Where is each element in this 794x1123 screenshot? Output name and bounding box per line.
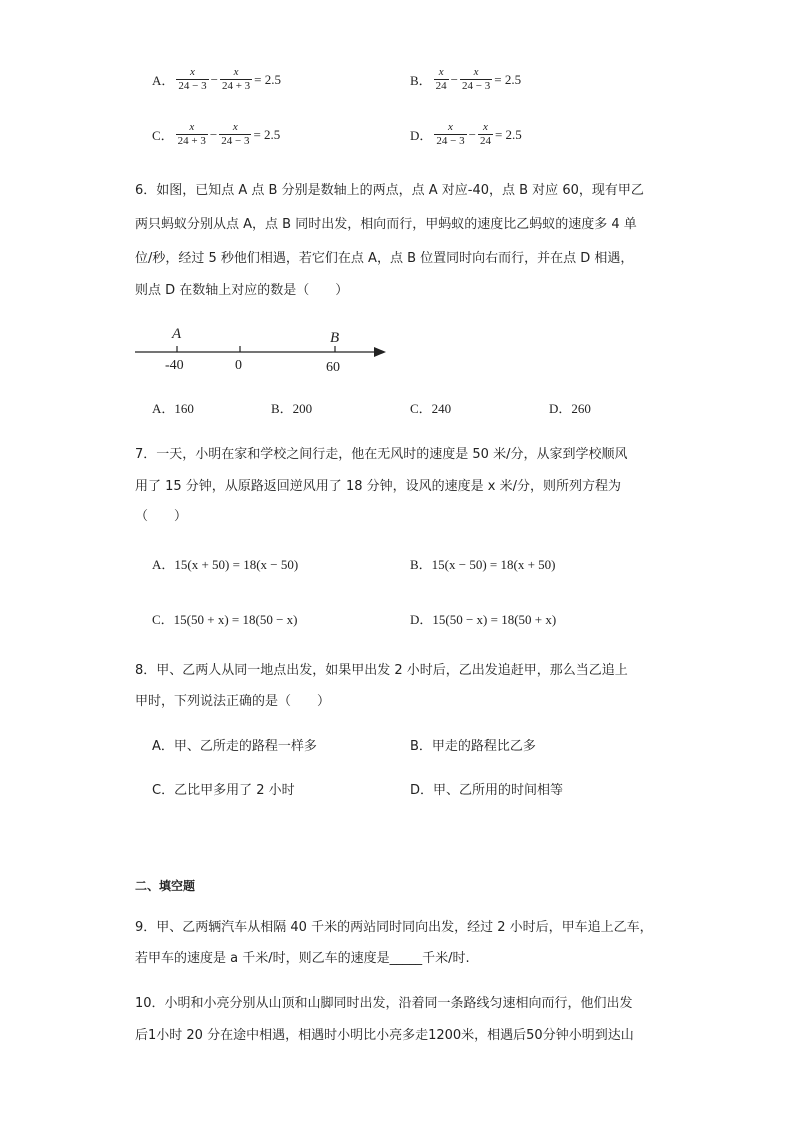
- q6-option-b[interactable]: B．200: [271, 401, 313, 416]
- fraction: $\frac{x}{24 - 3}$: [462, 66, 491, 92]
- q8-option-d[interactable]: D．甲、乙所用的时间相等: [410, 783, 564, 798]
- number-line-figure: [130, 320, 400, 380]
- operator: −: [209, 126, 218, 142]
- q8-option-c[interactable]: C．乙比甲多用了 2 小时: [152, 783, 295, 798]
- point-b-label: B: [330, 330, 340, 346]
- q10-stem-line-2: 后1小时 20 分在途中相遇，相遇时小明比小亮多走1200米，相遇后50分钟小明到达山: [135, 1028, 634, 1043]
- tick-label-a: -40: [165, 358, 184, 373]
- q7-stem-line-2: 用了 15 分钟，从原路返回逆风用了 18 分钟，设风的速度是 x 米/分，则所列方程为: [135, 479, 621, 494]
- operator: −: [450, 71, 459, 87]
- q5-option-b[interactable]: [410, 66, 521, 93]
- arrow-head-icon: [374, 347, 386, 357]
- option-label: D．: [410, 128, 433, 143]
- q10-stem-line-1: 10．小明和小亮分别从山顶和山脚同时出发，沿着同一条路线匀速相向而行，他们出发: [135, 996, 633, 1011]
- q7-stem-line-1: 7．一天，小明在家和学校之间行走，他在无风时的速度是 50 米/分，从家到学校顺风: [135, 447, 628, 462]
- q6-option-c[interactable]: C．240: [410, 401, 452, 416]
- q8-option-a[interactable]: A．甲、乙所走的路程一样多: [152, 739, 317, 754]
- q7-option-b[interactable]: B．15(x − 50) = 18(x + 50): [410, 557, 556, 572]
- fraction: $\frac{x}{24}$: [435, 66, 447, 92]
- q5-option-d[interactable]: [410, 121, 522, 148]
- q5-option-c[interactable]: [152, 121, 280, 148]
- option-label: C．: [152, 128, 174, 143]
- operator: −: [468, 126, 476, 142]
- fraction: $\frac{x}{24 - 3}$: [436, 121, 465, 147]
- rhs: = 2.5: [253, 126, 281, 142]
- q8-option-b[interactable]: B．甲走的路程比乙多: [410, 739, 536, 754]
- rhs: = 2.5: [494, 71, 522, 87]
- q7-option-c[interactable]: C．15(50 + x) = 18(50 − x): [152, 612, 298, 627]
- q5-option-a[interactable]: [152, 66, 281, 93]
- tick-label-b: 60: [326, 360, 340, 375]
- q6-stem-line-4: 则点 D 在数轴上对应的数是（ ）: [135, 283, 349, 298]
- fraction: $\frac{x}{24}$: [479, 121, 491, 147]
- point-a-label: A: [172, 326, 182, 342]
- tick-label-0: 0: [235, 358, 242, 373]
- q7-option-d[interactable]: D．15(50 − x) = 18(50 + x): [410, 612, 557, 627]
- q6-stem-line-2: 两只蚂蚁分别从点 A，点 B 同时出发，相向而行，甲蚂蚁的速度比乙蚂蚁的速度多 4 单: [135, 217, 637, 232]
- q6-stem-line-1: 6．如图，已知点 A 点 B 分别是数轴上的两点，点 A 对应-40，点 B 对应 60，现有甲乙: [135, 183, 644, 198]
- operator: −: [210, 71, 218, 87]
- q6-option-a[interactable]: A．160: [152, 401, 194, 416]
- option-label: A．: [152, 73, 175, 88]
- option-label: B．: [410, 73, 432, 88]
- q9-stem-line-1: 9．甲、乙两辆汽车从相隔 40 千米的两站同时同向出发，经过 2 小时后，甲车追上乙车，: [135, 920, 653, 935]
- q9-stem-line-2: 若甲车的速度是 a 千米/时，则乙车的速度是_____千米/时.: [135, 951, 470, 966]
- q8-stem-line-1: 8．甲、乙两人从同一地点出发，如果甲出发 2 小时后，乙出发追赶甲，那么当乙追上: [135, 663, 628, 678]
- rhs: = 2.5: [494, 126, 522, 142]
- q6-option-d[interactable]: D．260: [549, 401, 591, 416]
- section-heading: 二、填空题: [135, 879, 196, 893]
- rhs: = 2.5: [254, 71, 282, 87]
- q7-stem-line-3: （ ）: [135, 509, 188, 524]
- q8-stem-line-2: 甲时，下列说法正确的是（ ）: [135, 694, 331, 709]
- q7-option-a[interactable]: A．15(x + 50) = 18(x − 50): [152, 557, 299, 572]
- fraction: $\frac{x}{24 - 3}$: [178, 66, 207, 92]
- fraction: $\frac{x}{24 + 3}$: [177, 121, 206, 147]
- fraction: $\frac{x}{24 - 3}$: [221, 121, 250, 147]
- q6-stem-line-3: 位/秒，经过 5 秒他们相遇，若它们在点 A，点 B 位置同时向右而行，并在点 D 相遇，: [135, 251, 634, 266]
- fraction: $\frac{x}{24 + 3}$: [221, 66, 251, 92]
